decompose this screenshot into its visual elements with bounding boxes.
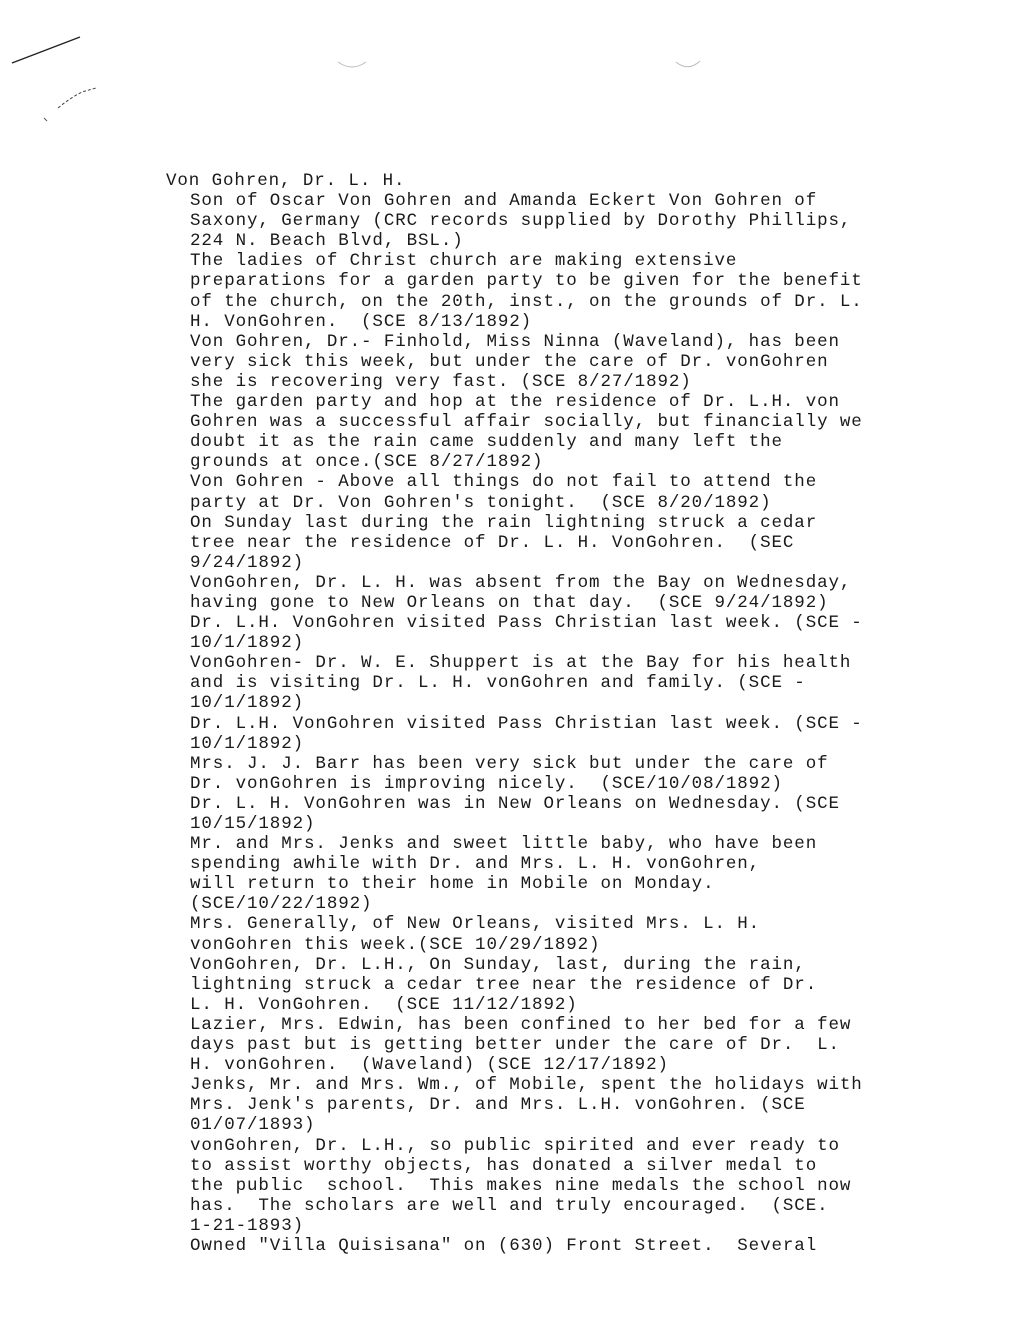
text-line: VonGohren- Dr. W. E. Shuppert is at the Bay for his health [190, 653, 852, 674]
text-line: very sick this week, but under the care of Dr. vonGohren [190, 351, 829, 372]
text-line: L. H. VonGohren. (SCE 11/12/1892) [190, 994, 578, 1015]
text-line: The garden party and hop at the residence of Dr. L.H. von [190, 392, 840, 413]
binder-hole-shadow-right [676, 61, 700, 67]
entry-body [166, 191, 926, 1256]
text-line: VonGohren, Dr. L. H. was absent from the Bay on Wednesday, [190, 572, 852, 593]
text-line: will return to their home in Mobile on Monday. [190, 874, 715, 895]
text-line: Lazier, Mrs. Edwin, has been confined to her bed for a few [190, 1014, 852, 1035]
text-line: to assist worthy objects, has donated a silver medal to [190, 1155, 818, 1176]
text-line: Gohren was a successful affair socially, but financially we [190, 412, 863, 433]
text-line: spending awhile with Dr. and Mrs. L. H. vonGohren, [190, 854, 761, 875]
text-line: doubt it as the rain came suddenly and many left the [190, 432, 783, 453]
text-line: 10/1/1892) [190, 633, 305, 654]
text-line: party at Dr. Von Gohren's tonight. (SCE 8/20/1892) [190, 492, 772, 513]
text-line: Mrs. Jenk's parents, Dr. and Mrs. L.H. vonGohren. (SCE [190, 1095, 806, 1116]
text-line: H. vonGohren. (Waveland) (SCE 12/17/1892) [190, 1055, 669, 1076]
pen-dash-mark [58, 88, 96, 108]
entry-heading: Von Gohren, Dr. L. H. [166, 171, 406, 191]
text-line: she is recovering very fast. (SCE 8/27/1892) [190, 371, 692, 392]
pen-dot-mark [44, 118, 47, 121]
text-line: Mrs. Generally, of New Orleans, visited Mrs. L. H. [190, 914, 761, 935]
text-line: 10/1/1892) [190, 733, 305, 754]
text-line: Owned "Villa Quisisana" on (630) Front Street. Several [190, 1235, 818, 1256]
text-line: Dr. L.H. VonGohren visited Pass Christian last week. (SCE - [190, 713, 863, 734]
text-line: 224 N. Beach Blvd, BSL.) [190, 231, 464, 252]
text-line: H. VonGohren. (SCE 8/13/1892) [190, 311, 533, 332]
text-line: Von Gohren, Dr.- Finhold, Miss Ninna (Waveland), has been [190, 331, 840, 352]
text-line: Saxony, Germany (CRC records supplied by Dorothy Phillips, [190, 211, 852, 232]
text-line: Von Gohren - Above all things do not fail to attend the [190, 472, 818, 493]
text-line: 1-21-1893) [190, 1215, 305, 1236]
text-line: Mr. and Mrs. Jenks and sweet little baby, who have been [190, 834, 818, 855]
text-line: 10/15/1892) [190, 814, 316, 834]
scan-marks [0, 0, 1020, 200]
text-line: Jenks, Mr. and Mrs. Wm., of Mobile, spent the holidays with [190, 1075, 863, 1096]
text-line: vonGohren, Dr. L.H., so public spirited and ever ready to [190, 1135, 840, 1156]
binder-hole-shadow-left [338, 62, 366, 67]
text-line: lightning struck a cedar tree near the residence of Dr. [190, 974, 818, 995]
text-line: VonGohren, Dr. L.H., On Sunday, last, during the rain, [190, 954, 806, 975]
text-line: preparations for a garden party to be given for the benefit [190, 271, 863, 292]
text-line: and is visiting Dr. L. H. vonGohren and family. (SCE - [190, 673, 806, 694]
text-line: 10/1/1892) [190, 693, 305, 714]
text-line: (SCE/10/22/1892) [190, 894, 373, 915]
text-line: Mrs. J. J. Barr has been very sick but under the care of [190, 753, 829, 774]
text-line: 01/07/1893) [190, 1115, 316, 1136]
text-line: of the church, on the 20th, inst., on the grounds of Dr. L. [190, 291, 863, 312]
text-line: Dr. L. H. VonGohren was in New Orleans on Wednesday. (SCE [190, 793, 840, 814]
text-line: grounds at once.(SCE 8/27/1892) [190, 452, 544, 473]
text-line: vonGohren this week.(SCE 10/29/1892) [190, 934, 601, 955]
text-line: has. The scholars are well and truly encouraged. (SCE. [190, 1195, 829, 1216]
text-line: having gone to New Orleans on that day. (SCE 9/24/1892) [190, 592, 829, 613]
text-line: Dr. vonGohren is improving nicely. (SCE/10/08/1892) [190, 773, 783, 794]
text-line: Dr. L.H. VonGohren visited Pass Christian last week. (SCE - [190, 613, 863, 634]
text-line: 9/24/1892) [190, 552, 305, 573]
text-line: tree near the residence of Dr. L. H. VonGohren. (SEC [190, 532, 795, 553]
document-text [166, 171, 926, 1256]
text-line: Son of Oscar Von Gohren and Amanda Eckert Von Gohren of [190, 191, 818, 212]
pen-stroke-mark [12, 37, 80, 63]
text-line: The ladies of Christ church are making extensive [190, 251, 738, 272]
text-line: the public school. This makes nine medals the school now [190, 1175, 852, 1196]
text-line: days past but is getting better under the care of Dr. L. [190, 1035, 840, 1056]
text-line: On Sunday last during the rain lightning struck a cedar [190, 512, 818, 533]
